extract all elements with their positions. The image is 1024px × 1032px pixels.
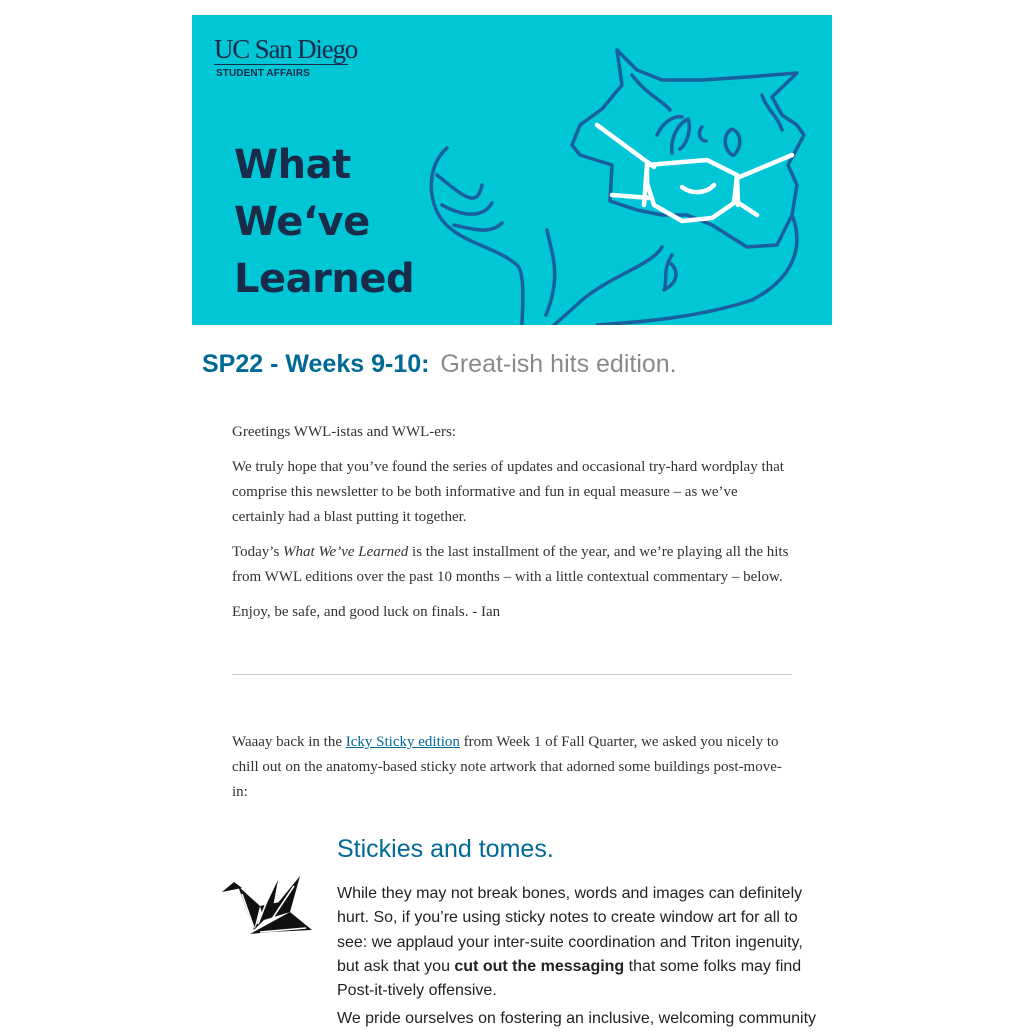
recap-paragraph [232,730,792,805]
section-p1-bold: cut out the messaging [454,957,625,975]
logo-rule [214,64,348,65]
recap-before: Waaay back in the [232,734,346,750]
greeting: Greetings WWL-istas and WWL-ers: [232,424,456,440]
ucsd-logo [214,35,357,79]
paper-crane-icon [220,872,314,936]
intro-p2-after: is the last installment of the year, and we’re playing all the hits from WWL editions over the past 10 months – with a little contextual commentary – below. [232,544,789,585]
intro-section [232,420,792,625]
intro-paragraph-1: We truly hope that you’ve found the series of updates and occasional try-hard wordplay that comprise this newsletter to be both informative and fun in equal measure – as we’ve certainly had a blast putting it together. [232,459,784,525]
newsletter-headline [202,350,677,379]
icky-sticky-link[interactable]: Icky Sticky edition [345,734,460,750]
section-title: Stickies and tomes. [337,835,554,863]
banner-title-line-3: Learned [234,256,415,302]
logo-subtitle: STUDENT AFFAIRS [216,68,310,79]
banner-title-line-2: We‘ve [234,199,370,245]
logo-wordmark: UC San Diego [214,34,358,64]
recap-after: from Week 1 of Fall Quarter, we asked you nicely to chill out on the anatomy-based sticky note artwork that adorned some buildings post-move-in: [232,734,782,800]
section-p1-before: While they may not break bones, words and images can definitely hurt. So, if you’re using sticky notes to create window art for all to see: we applaud your inter-suite coordination and Triton ingenuity, but ask that you [337,885,803,975]
recap-section [232,730,792,805]
intro-paragraph-2 [232,540,792,590]
headline-subtitle: Great-ish hits edition. [440,350,677,378]
section-paragraph-1 [337,882,817,1003]
section-p1-after: that some folks may find Post-it-tively offensive. [337,957,802,1000]
headline-edition: SP22 - Weeks 9-10: [202,350,430,378]
section-body [337,882,817,1032]
intro-p2-italic: What We’ve Learned [283,544,409,560]
section-paragraph-2: We pride ourselves on fostering an inclusive, welcoming community [337,1010,817,1028]
header-banner [192,15,832,325]
intro-signoff: Enjoy, be safe, and good luck on finals. - Ian [232,604,501,620]
intro-p2-before: Today’s [232,544,284,560]
banner-title-line-1: What [234,142,351,188]
banner-title [234,137,414,308]
section-divider [232,674,792,675]
